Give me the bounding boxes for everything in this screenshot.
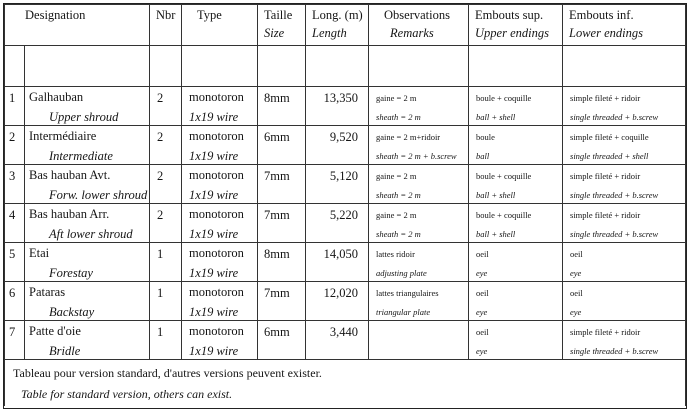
designation-cell: Intermédiaire Intermediate [25, 126, 150, 165]
row-number: 4 [5, 204, 25, 243]
length-cell: 14,050 [306, 243, 369, 282]
table-row [5, 282, 686, 321]
remarks-cell: gaine = 2 m sheath = 2 m [369, 204, 469, 243]
type-cell: monotoron 1x19 wire [182, 204, 258, 243]
size-cell: 8mm [258, 243, 306, 282]
size-cell: 6mm [258, 321, 306, 360]
remarks-cell: gaine = 2 m+ridoir sheath = 2 m + b.screw [369, 126, 469, 165]
upper-ending-cell: oeil eye [469, 321, 563, 360]
header-lower-endings: Embouts inf. Lower endings [563, 5, 686, 46]
lower-ending-cell: oeil eye [563, 282, 686, 321]
type-cell: monotoron 1x19 wire [182, 126, 258, 165]
remarks-cell: gaine = 2 m sheath = 2 m [369, 165, 469, 204]
spacer-row [5, 46, 686, 87]
type-cell: monotoron 1x19 wire [182, 165, 258, 204]
remarks-cell: lattes triangulaires triangular plate [369, 282, 469, 321]
length-cell: 13,350 [306, 87, 369, 126]
header-row [5, 5, 686, 46]
row-number: 7 [5, 321, 25, 360]
length-cell: 12,020 [306, 282, 369, 321]
remarks-cell: gaine = 2 m sheath = 2 m [369, 87, 469, 126]
rigging-table [4, 4, 686, 406]
type-cell: monotoron 1x19 wire [182, 321, 258, 360]
upper-ending-cell: boule + coquille ball + shell [469, 204, 563, 243]
type-cell: monotoron 1x19 wire [182, 87, 258, 126]
row-number: 5 [5, 243, 25, 282]
table-row [5, 87, 686, 126]
count-cell: 1 [150, 321, 182, 360]
table-row [5, 126, 686, 165]
designation-cell: Etai Forestay [25, 243, 150, 282]
row-number: 2 [5, 126, 25, 165]
lower-ending-cell: simple fileté + ridoir single threaded + b.screw [563, 165, 686, 204]
size-cell: 7mm [258, 282, 306, 321]
upper-ending-cell: oeil eye [469, 282, 563, 321]
designation-cell: Pataras Backstay [25, 282, 150, 321]
header-size: Taille Size [258, 5, 306, 46]
lower-ending-cell: simple fileté + ridoir single threaded + b.screw [563, 204, 686, 243]
length-cell: 9,520 [306, 126, 369, 165]
upper-ending-cell: boule ball [469, 126, 563, 165]
table-row [5, 321, 686, 360]
lower-ending-cell: simple fileté + ridoir single threaded + b.screw [563, 87, 686, 126]
table-row [5, 243, 686, 282]
type-cell: monotoron 1x19 wire [182, 243, 258, 282]
header-type: Type [182, 5, 258, 46]
designation-cell: Bas hauban Avt. Forw. lower shroud [25, 165, 150, 204]
remarks-cell [369, 321, 469, 360]
size-cell: 7mm [258, 165, 306, 204]
lower-ending-cell: simple fileté + coquille single threaded + shell [563, 126, 686, 165]
lower-ending-cell: oeil eye [563, 243, 686, 282]
rigging-table-sheet [3, 3, 687, 409]
upper-ending-cell: boule + coquille ball + shell [469, 87, 563, 126]
size-cell: 7mm [258, 204, 306, 243]
upper-ending-cell: boule + coquille ball + shell [469, 165, 563, 204]
remarks-cell: lattes ridoir adjusting plate [369, 243, 469, 282]
header-nbr: Nbr [150, 5, 182, 46]
designation-cell: Bas hauban Arr. Aft lower shroud [25, 204, 150, 243]
count-cell: 1 [150, 243, 182, 282]
count-cell: 1 [150, 282, 182, 321]
designation-cell: Galhauban Upper shroud [25, 87, 150, 126]
table-row [5, 204, 686, 243]
length-cell: 5,220 [306, 204, 369, 243]
row-number: 3 [5, 165, 25, 204]
count-cell: 2 [150, 87, 182, 126]
type-cell: monotoron 1x19 wire [182, 282, 258, 321]
count-cell: 2 [150, 165, 182, 204]
row-number: 1 [5, 87, 25, 126]
size-cell: 6mm [258, 126, 306, 165]
size-cell: 8mm [258, 87, 306, 126]
header-upper-endings: Embouts sup. Upper endings [469, 5, 563, 46]
length-cell: 3,440 [306, 321, 369, 360]
count-cell: 2 [150, 204, 182, 243]
header-designation: Designation [5, 5, 150, 46]
length-cell: 5,120 [306, 165, 369, 204]
row-number: 6 [5, 282, 25, 321]
header-length: Long. (m) Length [306, 5, 369, 46]
count-cell: 2 [150, 126, 182, 165]
upper-ending-cell: oeil eye [469, 243, 563, 282]
header-remarks: Observations Remarks [369, 5, 469, 46]
designation-cell: Patte d'oie Bridle [25, 321, 150, 360]
table-row [5, 165, 686, 204]
footer-note: Tableau pour version standard, d'autres versions peuvent exister. Table for standard version, others can exist. [5, 360, 686, 406]
lower-ending-cell: simple fileté + ridoir single threaded + b.screw [563, 321, 686, 360]
footer-row [5, 360, 686, 406]
